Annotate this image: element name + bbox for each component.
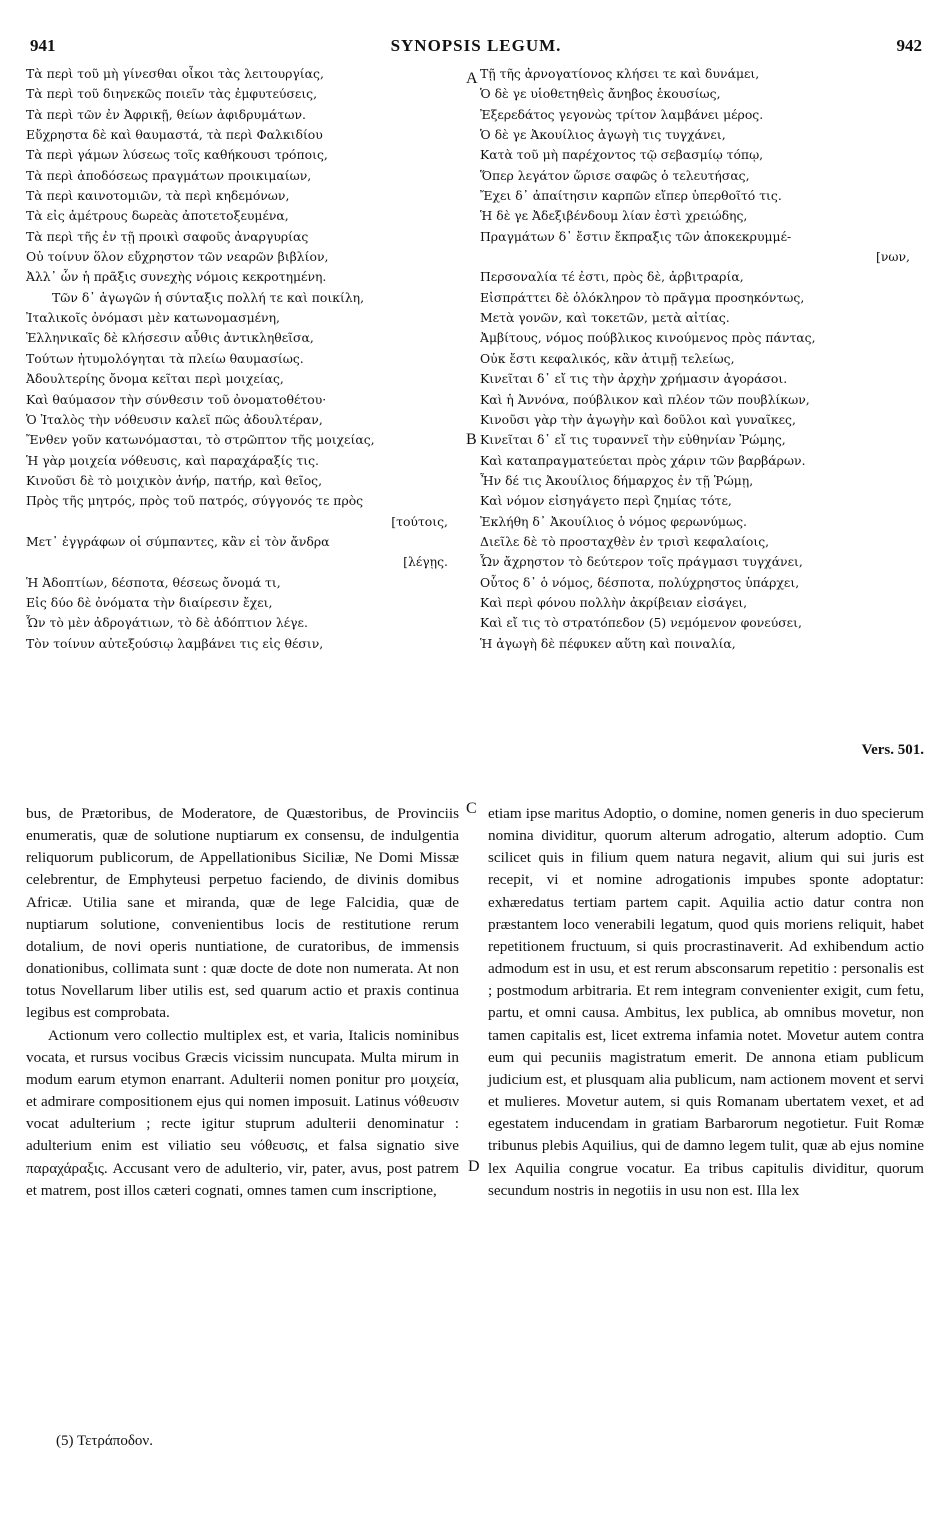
verse-number: Vers. 501. xyxy=(861,742,924,758)
verse-line: Ἀδουλτερίης ὄνομα κεῖται περὶ μοιχείας, xyxy=(26,371,284,387)
margin-marker-b: B xyxy=(466,431,477,448)
verse-line: Τῶν δ᾽ ἀγωγῶν ἡ σύνταξις πολλή τε καὶ ποικίλη, xyxy=(52,289,365,305)
verse-line: Τὰ εἰς ἀμέτρους δωρεὰς ἀποτετοξευμένα, xyxy=(26,208,289,224)
verse-line: Κινοῦσι δὲ τὸ μοιχικὸν ἀνήρ, πατήρ, καὶ θεῖος, xyxy=(26,472,323,488)
verse-line: Ἰταλικοῖς ὀνόμασι μὲν κατωνομασμένη, xyxy=(26,310,280,326)
verse-line: Οὗτος δ᾽ ὁ νόμος, δέσποτα, πολύχρηστος ὑπάρχει, xyxy=(480,574,800,590)
verse-line: Ἑλληνικαῖς δὲ κλήσεσιν αὖθις ἀντικληθεῖσα, xyxy=(26,330,314,346)
verse-line: Τὰ περὶ τῶν ἐν Ἀφρικῇ, θείων ἀφιδρυμάτων. xyxy=(26,106,306,122)
verse-line: Τὰ περὶ γάμων λύσεως τοῖς καθήκουσι τρόποις, xyxy=(26,147,328,163)
verse-line: Ὁ δὲ γε Ἀκουίλιος ἀγωγὴ τις τυγχάνει, xyxy=(480,127,726,143)
latin-paragraph: Actionum vero collectio multiplex est, et varia, Italicis nominibus vocata, et rursus vocibus Græcis vicissim nuncupata. Multa mirum in modum earum etymon enarrant. Adulterii nomen ponitur pro μοιχεία, et admirare compositionem ejus qui nomen imposuit. Latinus νόθευσιν vocat adulterium ; recte igitur stuprum adulterii denominatur : adulterium enim est viliatio seu νόθευσις, et falsa signatio sive παραχάραξις. Accusant vero de adulterio, vir, pater, avus, post patrem et matrem, post illos cæteri cognati, omnes tamen cum inscriptione, xyxy=(26,1026,459,1199)
verse-line: Καὶ νόμον εἰσηγάγετο περὶ ζημίας τότε, xyxy=(480,493,732,509)
verse-line: Καὶ εἴ τις τὸ στρατόπεδον (5) νεμόμενον φονεύσει, xyxy=(480,615,802,631)
verse-line: Καὶ καταπραγματεύεται πρὸς χάριν τῶν βαρβάρων. xyxy=(480,452,806,468)
verse-line: Τούτων ἠτυμολόγηται τὰ πλείω θαυμασίως. xyxy=(26,350,304,366)
verse-line: Εὔχρηστα δὲ καὶ θαυμαστά, τὰ περὶ Φαλκιδίου xyxy=(26,127,323,143)
latin-paragraph: etiam ipse maritus Adoptio, o domine, nomen generis in duo specierum nomina dividitur, quorum alterum adrogatio, alterum adoptio. Cum scilicet quis in filium quem natura negavit, alium qui sui juris est recepit, vi et nomine adrogationis impubes sponte adoptatur: exhæredatus tertiam partem capit. Aquilia actio datur contra non præstantem loco venerabili legatum, quod quis moriens reliquit, habet repetitionem fructuum, si quis procrastinaverit. Ad exhibendum actio admodum est in usu, et est rerum absconsarum repetitio : personalis est ; postmodum arbitraria. Et rem integram convenienter exigit, cum fetu, partu, et omni causa. Ambitus, lex publica, ab omnibus movetur, non tamen capitalis est, licet extrema infamia notet. Movetur autem contra eum qui pecuniis magistratum emerit. De annona etiam publicum judicium est, et plusquam alia publicum, nam actionem movent et servi et mulieres. Movetur autem, si quis Romanam ubertatem vexet, et ad egestatem inducendam in gratiam Barbarorum negotietur. Fuit Romæ tribunus plebis Aquilius, qui de damno legem tulit, quæ ab ejus nomine lex Aquilia congrue vocatur. Ea tribus capitulis dividitur, quorum secundum nostris in negotiis in usu non est. Illa lex xyxy=(488,805,924,1199)
verse-line: Ὅπερ λεγάτον ὥρισε σαφῶς ὁ τελευτήσας, xyxy=(480,167,750,183)
left-page-number: 941 xyxy=(30,36,56,55)
verse-line: Κατὰ τοῦ μὴ παρέχοντος τῷ σεβασμίῳ τόπῳ, xyxy=(480,147,764,163)
verse-line: Εἰσπράττει δὲ ὁλόκληρον τὸ πρᾶγμα προσηκόντως, xyxy=(480,289,805,305)
verse-line: Τὰ περὶ τῆς ἐν τῇ προικὶ σαφοῦς ἀναργυρίας xyxy=(26,228,309,244)
verse-line: [νων, xyxy=(876,249,910,265)
latin-paragraph: bus, de Prætoribus, de Moderatore, de Quæstoribus, de Provinciis enumeratis, quæ de solutione nuptiarum ex consensu, de indulgentia reliquorum publicorum, de Appellationibus Siciliæ, Ne Domi Missæ celebrentur, de Emphyteusi perpetuo faciendo, de divinis domibus Africæ. Utilia sane et miranda, quæ de lege Falcidia, quæ de nuptiarum solutione, convenientibus locis de restitutione rerum dotalium, de novi operis nuntiatione, de curatoribus, de immensis donationibus, collimata sunt : quæ docte de dote non numerata. At non totus Novellarum liber utilis est, sed quarum actio et praxis continua legibus est comprobata. xyxy=(26,805,459,1022)
greek-verse-left-column xyxy=(26,64,466,654)
latin-left-column xyxy=(26,803,459,1202)
margin-marker-a: A xyxy=(466,70,478,87)
verse-line: Τὰ περὶ τοῦ μὴ γίνεσθαι οἶκοι τὰς λειτουργίας, xyxy=(26,66,324,81)
verse-line: Πραγμάτων δ᾽ ἔστιν ἔκπραξις τῶν ἀποκεκρυμμέ- xyxy=(480,228,792,244)
verse-line: Κινοῦσι γὰρ τὴν ἀγωγὴν καὶ δοῦλοι καὶ γυναῖκες, xyxy=(480,411,796,427)
verse-line: [λέγῃς. xyxy=(403,554,448,570)
verse-line: Ἀμβίτους, νόμος πούβλικος κινούμενος πρὸς πάντας, xyxy=(480,330,816,346)
verse-line: Μετὰ γονῶν, καὶ τοκετῶν, μετὰ αἰτίας. xyxy=(480,310,730,326)
verse-line: Ἀλλ᾽ ὧν ἡ πρᾶξις συνεχὴς νόμοις κεκροτημένη. xyxy=(26,269,327,285)
right-page-number: 942 xyxy=(896,36,922,55)
verse-line: Τὸν τοίνυν αὐτεξούσιῳ λαμβάνει τις εἰς θέσιν, xyxy=(26,635,324,651)
verse-line: Οὐ τοίνυν ὅλον εὔχρηστον τῶν νεαρῶν βιβλίον, xyxy=(26,249,329,265)
verse-line: Εἰς δύο δὲ ὀνόματα τὴν διαίρεσιν ἔχει, xyxy=(26,594,273,610)
verse-line: Καὶ ἡ Ἀννόνα, πούβλικον καὶ πλέον τῶν πουβλίκων, xyxy=(480,391,810,407)
latin-right-column xyxy=(488,803,924,1202)
verse-line: Ἐξερεδάτος γεγονὼς τρίτον λαμβάνει μέρος. xyxy=(480,106,764,122)
verse-line: Πρὸς τῆς μητρός, πρὸς τοῦ πατρός, σύγγονός τε πρὸς xyxy=(26,493,364,509)
verse-line: Ἦν δέ τις Ἀκουίλιος δήμαρχος ἐν τῇ Ῥώμῃ, xyxy=(480,472,754,488)
verse-line: Κινεῖται δ᾽ εἴ τις τυραννεῖ τὴν εὐθηνίαν Ῥώμης, xyxy=(480,432,786,448)
verse-line: Ἡ Ἀδοπτίων, δέσποτα, θέσεως ὄνομά τι, xyxy=(26,574,281,590)
verse-line: Ἔχει δ᾽ ἀπαίτησιν καρπῶν εἴπερ ὑπερθοῖτό τις. xyxy=(480,188,782,204)
verse-line: Καὶ περὶ φόνου πολλὴν ἀκρίβειαν εἰσάγει, xyxy=(480,594,748,610)
verse-line: Ὁ Ἰταλὸς τὴν νόθευσιν καλεῖ πῶς ἀδουλτέραν, xyxy=(26,411,323,427)
verse-line: Οὐκ ἔστι κεφαλικός, κἂν ἀτιμῇ τελείως, xyxy=(480,350,735,366)
verse-line: Τὰ περὶ καινοτομιῶν, τὰ περὶ κηδεμόνων, xyxy=(26,188,290,204)
verse-line: Διεῖλε δὲ τὸ προσταχθὲν ἐν τρισὶ κεφαλαίοις, xyxy=(480,533,770,549)
verse-line: Ὧν ἄχρηστον τὸ δεύτερον τοῖς πράγμασι τυγχάνει, xyxy=(480,554,803,570)
verse-line: [τούτοις, xyxy=(391,513,448,529)
greek-verse-right-column xyxy=(480,64,928,654)
verse-line: Ἔνθεν γοῦν κατωνόμασται, τὸ στρῶπτον τῆς μοιχείας, xyxy=(26,432,375,448)
verse-line: Τὰ περὶ τοῦ διηνεκῶς ποιεῖν τὰς ἐμφυτεύσεις, xyxy=(26,86,318,102)
verse-line: Ἡ ἀγωγὴ δὲ πέφυκεν αὕτη καὶ ποιναλία, xyxy=(480,635,736,651)
verse-line: Ὁ δὲ γε υἱοθετηθεὶς ἄνηβος ἑκουσίως, xyxy=(480,86,721,102)
footnote: (5) Τετράποδον. xyxy=(56,1433,153,1449)
verse-line: Κινεῖται δ᾽ εἴ τις τὴν ἀρχὴν χρήμασιν ἀγοράσοι. xyxy=(480,371,788,387)
verse-line: Τῇ τῆς ἀρνογατίονος κλήσει τε καὶ δυνάμει, xyxy=(480,66,760,81)
margin-marker-c: C xyxy=(466,800,477,817)
verse-line: Τὰ περὶ ἀποδόσεως πραγμάτων προικιμαίων, xyxy=(26,167,312,183)
verse-line: Περσοναλία τέ ἐστι, πρὸς δὲ, ἀρβιτραρία, xyxy=(480,269,744,285)
verse-line: Μετ᾽ ἐγγράφων οἱ σύμπαντες, κἂν εἰ τὸν ἄνδρα xyxy=(26,533,330,549)
verse-line: Ἡ γὰρ μοιχεία νόθευσις, καὶ παραχάραξίς τις. xyxy=(26,452,319,468)
verse-line: Ἡ δὲ γε Ἀδεξιβένδουμ λίαν ἐστὶ χρειώδης, xyxy=(480,208,748,224)
margin-marker-d: D xyxy=(468,1158,480,1175)
running-title: SYNOPSIS LEGUM. xyxy=(390,36,562,55)
verse-line: Καὶ θαύμασον τὴν σύνθεσιν τοῦ ὀνοματοθέτου· xyxy=(26,391,327,407)
running-header xyxy=(30,36,922,58)
verse-line: Ἐκλήθη δ᾽ Ἀκουίλιος ὁ νόμος φερωνύμως. xyxy=(480,513,747,529)
verse-line: Ὧν τὸ μὲν ἀδρογάτιων, τὸ δὲ ἀδόπτιον λέγε. xyxy=(26,615,308,631)
